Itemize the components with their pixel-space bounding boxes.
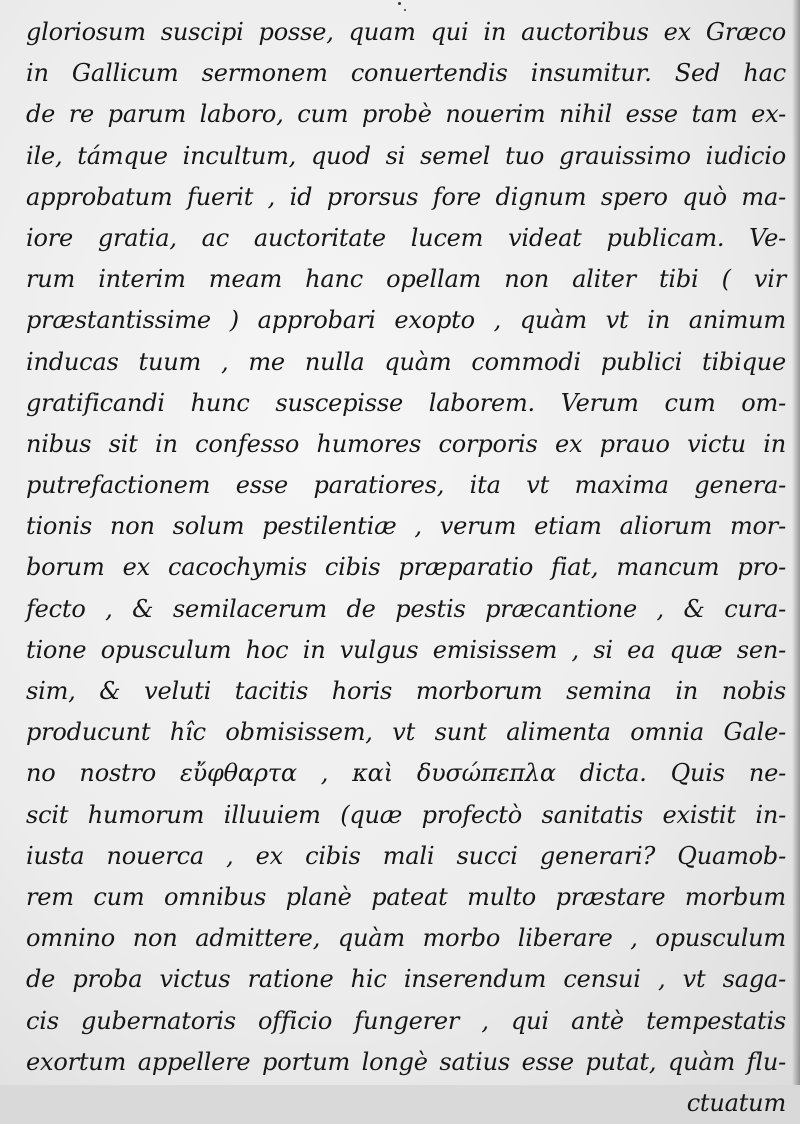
text-line: præstantissime ) approbari exopto , quàm vt in animum [26, 306, 786, 335]
text-line: approbatum fuerit , id prorsus fore dignum spero quò ma- [26, 182, 786, 211]
text-line: fecto , & semilacerum de pestis præcantione , & cura- [26, 594, 786, 623]
ink-speck [398, 2, 401, 5]
text-line: tione opusculum hoc in vulgus emisissem , si ea quæ sen- [26, 635, 786, 664]
text-line: nibus sit in confesso humores corporis ex prauo victu in [26, 429, 786, 458]
page-edge-shadow [792, 0, 800, 1085]
text-line: borum ex cacochymis cibis præparatio fiat, mancum pro- [26, 553, 786, 582]
text-line: gratificandi hunc suscepisse laborem. Verum cum om- [26, 388, 786, 417]
ink-speck [404, 9, 406, 11]
text-line: ile, támque incultum, quod si semel tuo grauissimo iudicio [26, 141, 786, 170]
text-line: scit humorum illuuiem (quæ profectò sanitatis existit in- [26, 800, 786, 829]
text-line: sim, & veluti tacitis horis morborum semina in nobis [26, 677, 786, 705]
text-line: gloriosum suscipi posse, quam qui in auctoribus ex Græco [26, 18, 786, 46]
text-line: iore gratia, ac auctoritate lucem videat publicam. Ve- [26, 223, 786, 252]
text-line: iusta nouerca , ex cibis mali succi generari? Quamob- [26, 841, 786, 870]
catchword: ctuatum [686, 1088, 786, 1117]
text-line: rum interim meam hanc opellam non aliter tibi ( vir [26, 265, 786, 294]
body-text [26, 12, 786, 1124]
text-line: no nostro εὔφθαρτα , καὶ δυσώπεπλα dicta. Quis ne- [26, 759, 786, 788]
text-line: rem cum omnibus planè pateat multo præstare morbum [26, 882, 786, 911]
text-line: in Gallicum sermonem conuertendis insumitur. Sed hac [26, 59, 786, 88]
text-line: tionis non solum pestilentiæ , verum etiam aliorum mor- [26, 512, 786, 541]
text-line: inducas tuum , me nulla quàm commodi publici tibique [26, 347, 786, 376]
text-line: exortum appellere portum longè satius esse putat, quàm flu- [26, 1047, 786, 1076]
text-line: cis gubernatoris officio fungerer , qui antè tempestatis [26, 1006, 786, 1035]
text-line: de proba victus ratione hic inserendum censui , vt saga- [26, 965, 786, 994]
text-line: omnino non admittere, quàm morbo liberare , opusculum [26, 924, 786, 953]
text-line: de re parum laboro, cum probè nouerim nihil esse tam ex- [26, 100, 786, 129]
text-line: producunt hîc obmisissem, vt sunt alimenta omnia Gale- [26, 718, 786, 747]
text-line: putrefactionem esse paratiores, ita vt maxima genera- [26, 471, 786, 500]
